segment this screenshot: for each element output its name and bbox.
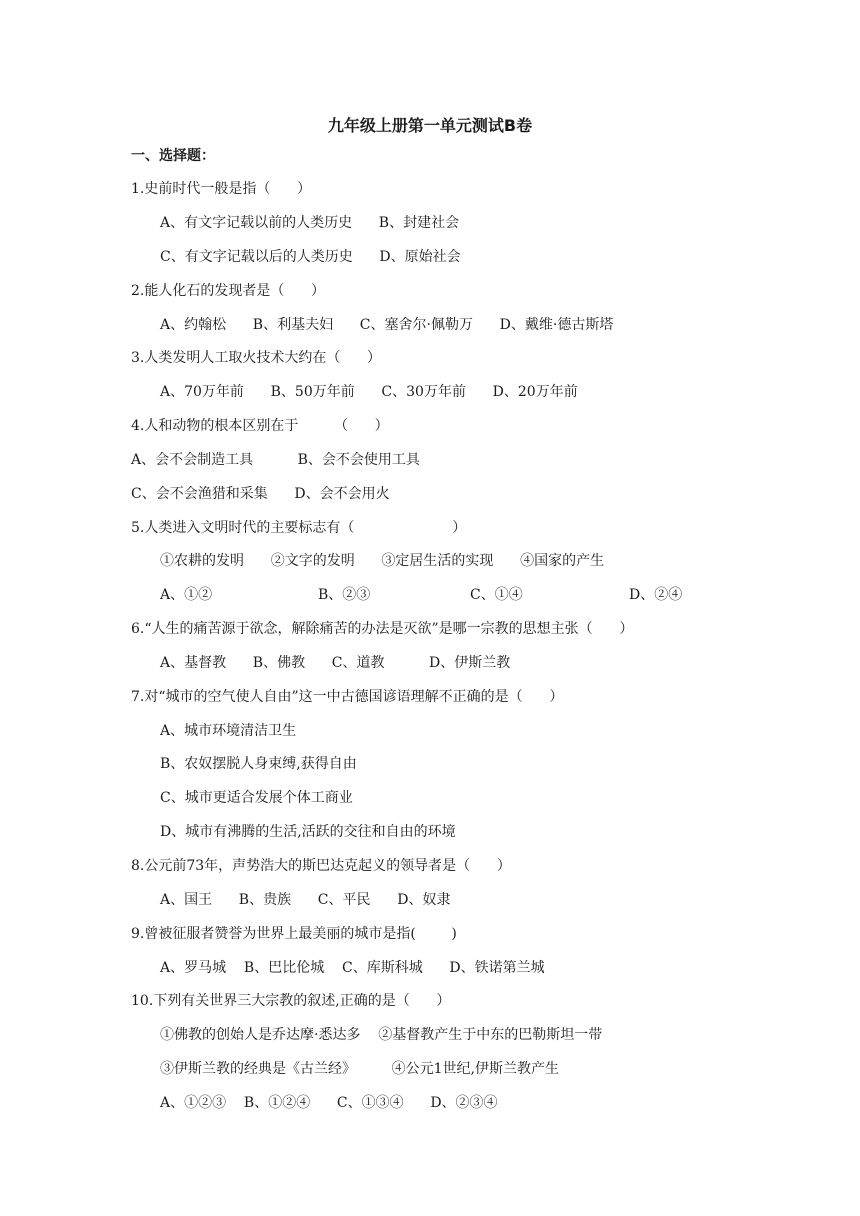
- question-6-stem: 6.“人生的痛苦源于欲念，解除痛苦的办法是灭欲”是哪一宗教的思想主张（ ）: [131, 621, 634, 637]
- question-10-statements-row-2: ③伊斯兰教的经典是《古兰经》 ④公元1世纪,伊斯兰教产生: [160, 1061, 559, 1077]
- question-10-statements-row-1: ①佛教的创始人是乔达摩·悉达多 ②基督教产生于中东的巴勒斯坦一带: [160, 1027, 603, 1043]
- question-4-options-row-2: C、会不会渔猎和采集 D、会不会用火: [131, 486, 390, 502]
- question-5-option-c: C、①④: [470, 587, 523, 603]
- question-5-stem: 5.人类进入文明时代的主要标志有（ ）: [131, 520, 467, 536]
- question-7-stem: 7.对“城市的空气使人自由”这一中古德国谚语理解不正确的是（ ）: [131, 689, 564, 705]
- question-7-option-a: A、城市环境清洁卫生: [160, 723, 297, 739]
- question-4-stem: 4.人和动物的根本区别在于 （ ）: [131, 418, 389, 434]
- question-7-option-b: B、农奴摆脱人身束缚,获得自由: [160, 756, 357, 772]
- question-5-option-a: A、①②: [160, 587, 213, 603]
- question-5-option-b: B、②③: [318, 587, 371, 603]
- question-9-options: A、罗马城 B、巴比伦城 C、库斯科城 D、铁诺第兰城: [160, 960, 545, 976]
- section-heading-multiple-choice: 一、选择题：: [131, 148, 215, 164]
- question-10-stem: 10.下列有关世界三大宗教的叙述,正确的是（ ）: [131, 993, 451, 1009]
- question-3-options: A、70万年前 B、50万年前 C、30万年前 D、20万年前: [160, 384, 578, 400]
- question-3-stem: 3.人类发明人工取火技术大约在（ ）: [131, 350, 382, 366]
- question-1-options-row-2: C、有文字记载以后的人类历史 D、原始社会: [160, 249, 461, 265]
- question-8-options: A、国王 B、贵族 C、平民 D、奴隶: [160, 892, 451, 908]
- question-9-stem: 9.曾被征服者赞誉为世界上最美丽的城市是指( ): [131, 926, 457, 942]
- question-5-items: ①农耕的发明 ②文字的发明 ③定居生活的实现 ④国家的产生: [160, 553, 605, 569]
- question-8-stem: 8.公元前73年，声势浩大的斯巴达克起义的领导者是（ ）: [131, 858, 511, 874]
- question-1-stem: 1.史前时代一般是指（ ）: [131, 181, 312, 197]
- question-10-options: A、①②③ B、①②④ C、①③④ D、②③④: [160, 1095, 498, 1111]
- question-4-options-row-1: A、会不会制造工具 B、会不会使用工具: [131, 452, 420, 468]
- question-5-option-d: D、②④: [629, 587, 683, 603]
- question-7-option-d: D、城市有沸腾的生活,活跃的交往和自由的环境: [160, 824, 456, 840]
- question-2-stem: 2.能人化石的发现者是（ ）: [131, 283, 326, 299]
- question-7-option-c: C、城市更适合发展个体工商业: [160, 790, 353, 806]
- question-6-options: A、基督教 B、佛教 C、道教 D、伊斯兰教: [160, 655, 511, 671]
- page-title: 九年级上册第一单元测试B卷: [327, 116, 533, 135]
- question-1-options-row-1: A、有文字记载以前的人类历史 B、封建社会: [160, 215, 460, 231]
- question-2-options: A、约翰松 B、利基夫妇 C、塞舍尔·佩勒万 D、戴维·德古斯塔: [160, 317, 614, 333]
